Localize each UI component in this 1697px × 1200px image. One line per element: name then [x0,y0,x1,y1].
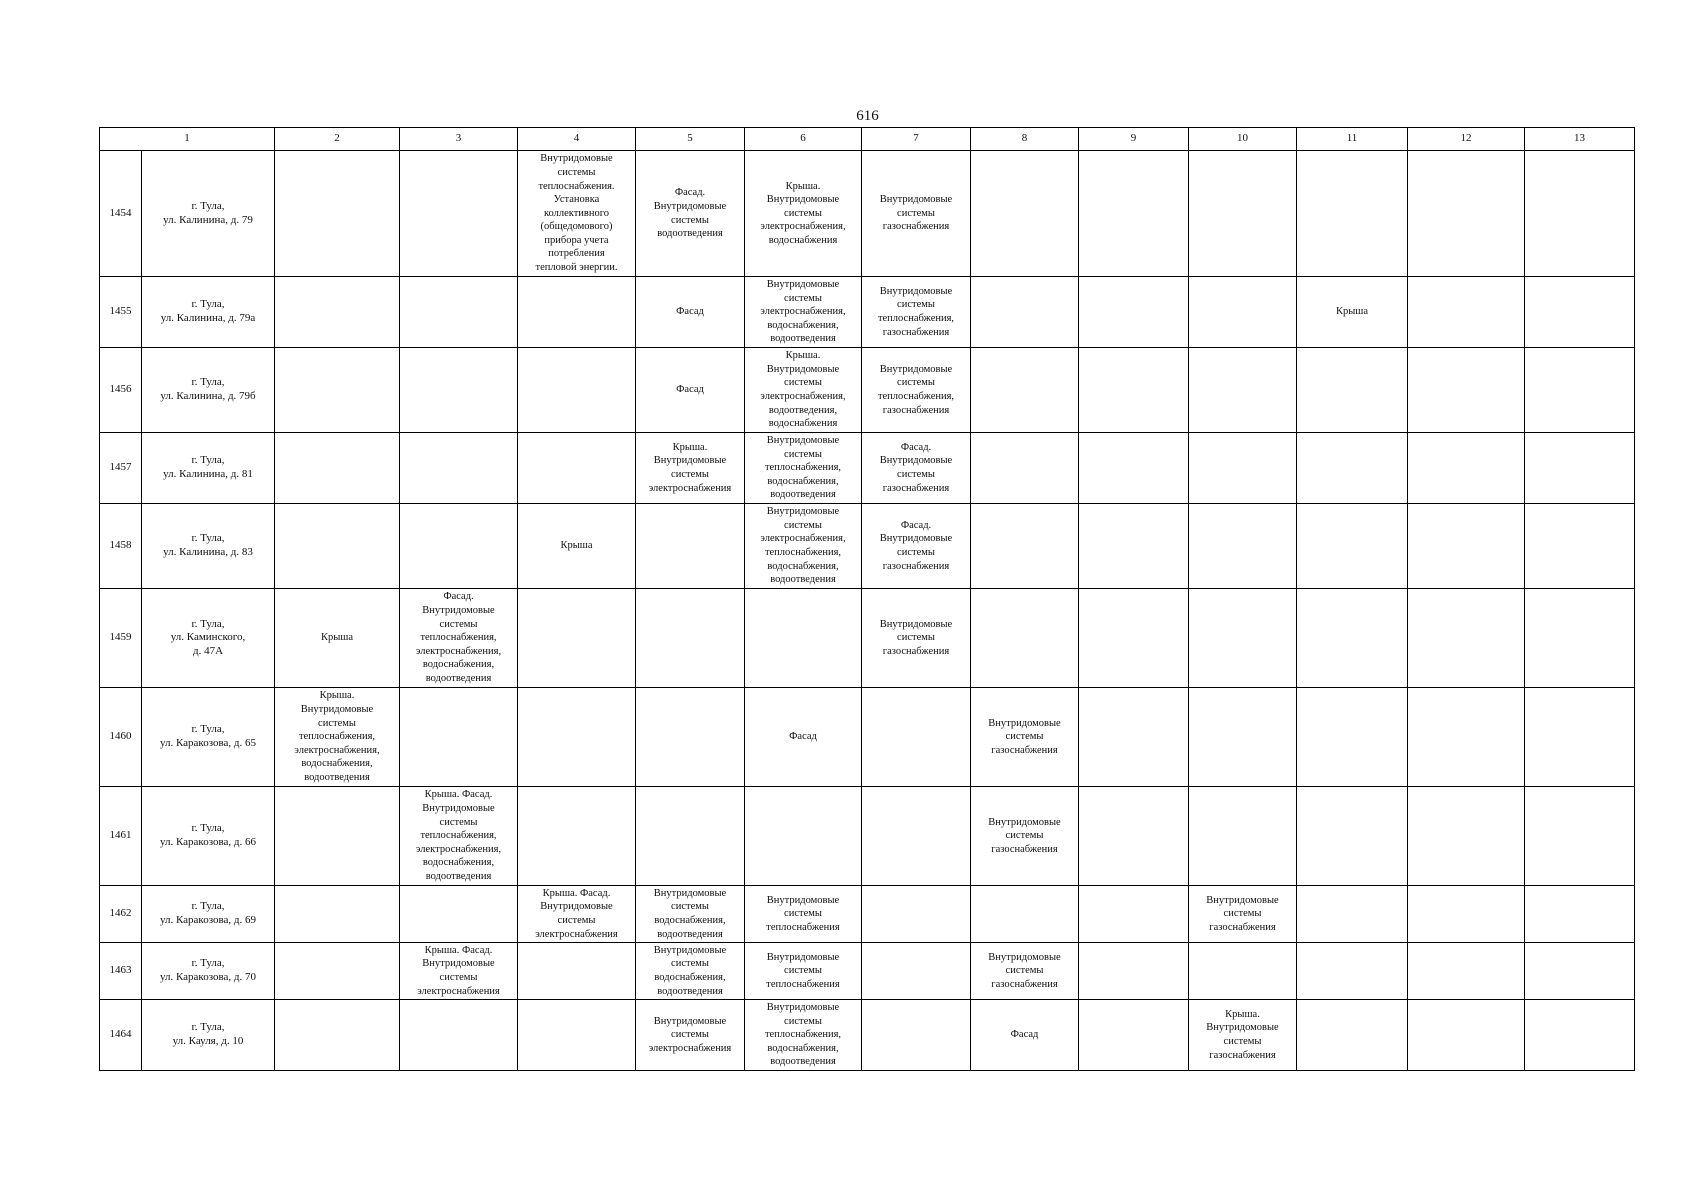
table-cell-col-5: Крыша. Внутридомовые системы электроснабжения [636,433,745,504]
table-cell-col-11 [1297,151,1408,277]
table-cell-col-10 [1189,433,1297,504]
table-cell-col-5: Фасад. Внутридомовые системы водоотведения [636,151,745,277]
table-cell-col-4: Крыша [518,504,636,589]
table-cell-col-5: Фасад [636,277,745,348]
table-cell-col-12 [1408,886,1525,943]
table-cell-col-7: Фасад. Внутридомовые системы газоснабжения [862,504,971,589]
table-cell-col-6: Крыша. Внутридомовые системы электроснабжения, водоснабжения [745,151,862,277]
table-cell-col-13 [1525,433,1635,504]
table-cell-col-3 [400,277,518,348]
table-row [100,787,1635,886]
table-cell-col-5: Внутридомовые системы водоснабжения, водоотведения [636,886,745,943]
table-cell-col-13 [1525,688,1635,787]
table-cell-col-4: Крыша. Фасад. Внутридомовые системы электроснабжения [518,886,636,943]
table-cell-col-4 [518,1000,636,1071]
column-header-2: 2 [275,128,400,151]
table-cell-col-5 [636,504,745,589]
table-cell-col-6: Внутридомовые системы электроснабжения, теплоснабжения, водоснабжения, водоотведения [745,504,862,589]
row-address: г. Тула, ул. Каракозова, д. 70 [142,943,275,1000]
table-cell-col-9 [1079,943,1189,1000]
table-row [100,151,1635,277]
table-cell-col-12 [1408,1000,1525,1071]
row-address: г. Тула, ул. Калинина, д. 79б [142,348,275,433]
table-cell-col-6 [745,589,862,688]
table-cell-col-6: Внутридомовые системы теплоснабжения, водоснабжения, водоотведения [745,433,862,504]
table-row [100,433,1635,504]
table-cell-col-5 [636,589,745,688]
table-cell-col-9 [1079,504,1189,589]
table-cell-col-8: Фасад [971,1000,1079,1071]
table-row [100,277,1635,348]
column-header-13: 13 [1525,128,1635,151]
column-header-5: 5 [636,128,745,151]
table-cell-col-5: Внутридомовые системы водоснабжения, водоотведения [636,943,745,1000]
table-cell-col-10: Крыша. Внутридомовые системы газоснабжения [1189,1000,1297,1071]
row-number: 1461 [100,787,142,886]
table-cell-col-11 [1297,348,1408,433]
table-cell-col-7: Фасад. Внутридомовые системы газоснабжения [862,433,971,504]
table-cell-col-10 [1189,688,1297,787]
table-cell-col-2 [275,1000,400,1071]
table-cell-col-5: Внутридомовые системы электроснабжения [636,1000,745,1071]
table-cell-col-11 [1297,1000,1408,1071]
table-cell-col-11 [1297,688,1408,787]
table-cell-col-12 [1408,151,1525,277]
table-cell-col-9 [1079,1000,1189,1071]
table-cell-col-6: Внутридомовые системы теплоснабжения, водоснабжения, водоотведения [745,1000,862,1071]
table-cell-col-7: Внутридомовые системы теплоснабжения, газоснабжения [862,348,971,433]
table-cell-col-6: Крыша. Внутридомовые системы электроснабжения, водоотведения, водоснабжения [745,348,862,433]
column-header-11: 11 [1297,128,1408,151]
row-address: г. Тула, ул. Калинина, д. 79а [142,277,275,348]
table-cell-col-8: Внутридомовые системы газоснабжения [971,787,1079,886]
table-cell-col-6: Внутридомовые системы теплоснабжения [745,886,862,943]
table-cell-col-8 [971,151,1079,277]
table-cell-col-12 [1408,504,1525,589]
table-cell-col-12 [1408,787,1525,886]
table-cell-col-4 [518,787,636,886]
table-cell-col-11 [1297,589,1408,688]
table-cell-col-10 [1189,943,1297,1000]
repair-schedule-table [99,127,1635,1071]
row-address: г. Тула, ул. Калинина, д. 83 [142,504,275,589]
column-header-10: 10 [1189,128,1297,151]
table-body [100,128,1635,1071]
table-cell-col-9 [1079,433,1189,504]
table-cell-col-6: Фасад [745,688,862,787]
table-cell-col-2 [275,943,400,1000]
table-cell-col-12 [1408,943,1525,1000]
table-cell-col-3: Крыша. Фасад. Внутридомовые системы теплоснабжения, электроснабжения, водоснабжения, водоотведения [400,787,518,886]
table-cell-col-4 [518,943,636,1000]
row-address: г. Тула, ул. Каракозова, д. 69 [142,886,275,943]
table-cell-col-7 [862,1000,971,1071]
table-cell-col-11 [1297,787,1408,886]
table-cell-col-9 [1079,348,1189,433]
column-header-7: 7 [862,128,971,151]
row-number: 1462 [100,886,142,943]
table-cell-col-2 [275,348,400,433]
row-address: г. Тула, ул. Каминского, д. 47А [142,589,275,688]
table-cell-col-2: Крыша. Внутридомовые системы теплоснабжения, электроснабжения, водоснабжения, водоотведения [275,688,400,787]
table-cell-col-8 [971,886,1079,943]
table-cell-col-3 [400,151,518,277]
table-cell-col-7: Внутридомовые системы теплоснабжения, газоснабжения [862,277,971,348]
row-number: 1459 [100,589,142,688]
column-header-4: 4 [518,128,636,151]
table-cell-col-8 [971,504,1079,589]
table-cell-col-2 [275,277,400,348]
table-cell-col-3 [400,433,518,504]
table-row [100,348,1635,433]
row-number: 1454 [100,151,142,277]
table-cell-col-7: Внутридомовые системы газоснабжения [862,589,971,688]
table-cell-col-7 [862,688,971,787]
row-address: г. Тула, ул. Кауля, д. 10 [142,1000,275,1071]
table-cell-col-7 [862,787,971,886]
table-cell-col-8: Внутридомовые системы газоснабжения [971,943,1079,1000]
table-cell-col-9 [1079,151,1189,277]
table-cell-col-9 [1079,787,1189,886]
table-cell-col-13 [1525,277,1635,348]
table-cell-col-4 [518,688,636,787]
table-cell-col-9 [1079,886,1189,943]
table-cell-col-3 [400,348,518,433]
table-cell-col-13 [1525,886,1635,943]
table-cell-col-11 [1297,886,1408,943]
table-cell-col-6 [745,787,862,886]
table-cell-col-5 [636,688,745,787]
header-row [100,128,1635,151]
table-cell-col-7 [862,886,971,943]
table-cell-col-13 [1525,504,1635,589]
table-cell-col-12 [1408,589,1525,688]
table-cell-col-7 [862,943,971,1000]
table-cell-col-2 [275,504,400,589]
table-cell-col-7: Внутридомовые системы газоснабжения [862,151,971,277]
table-cell-col-3 [400,504,518,589]
table-cell-col-10 [1189,787,1297,886]
table-cell-col-12 [1408,277,1525,348]
table-cell-col-3: Фасад. Внутридомовые системы теплоснабжения, электроснабжения, водоснабжения, водоотведения [400,589,518,688]
column-header-12: 12 [1408,128,1525,151]
row-number: 1457 [100,433,142,504]
table-cell-col-4: Внутридомовые системы теплоснабжения. Установка коллективного (общедомового) прибора учета потребления тепловой энергии. [518,151,636,277]
row-address: г. Тула, ул. Каракозова, д. 66 [142,787,275,886]
table-cell-col-11 [1297,943,1408,1000]
table-cell-col-3 [400,688,518,787]
table-cell-col-8 [971,348,1079,433]
row-number: 1458 [100,504,142,589]
table-cell-col-8 [971,589,1079,688]
table-row [100,886,1635,943]
table-cell-col-9 [1079,688,1189,787]
table-row [100,943,1635,1000]
table-cell-col-12 [1408,348,1525,433]
table-row [100,1000,1635,1071]
table-cell-col-11: Крыша [1297,277,1408,348]
table-cell-col-13 [1525,348,1635,433]
table-cell-col-6: Внутридомовые системы электроснабжения, водоснабжения, водоотведения [745,277,862,348]
row-address: г. Тула, ул. Калинина, д. 79 [142,151,275,277]
table-cell-col-2 [275,433,400,504]
table-cell-col-4 [518,348,636,433]
table-cell-col-2 [275,886,400,943]
row-number: 1464 [100,1000,142,1071]
table-row [100,688,1635,787]
table-row [100,504,1635,589]
column-header-6: 6 [745,128,862,151]
row-address: г. Тула, ул. Калинина, д. 81 [142,433,275,504]
table-cell-col-3: Крыша. Фасад. Внутридомовые системы электроснабжения [400,943,518,1000]
table-cell-col-6: Внутридомовые системы теплоснабжения [745,943,862,1000]
row-address: г. Тула, ул. Каракозова, д. 65 [142,688,275,787]
table-cell-col-4 [518,277,636,348]
table-cell-col-3 [400,1000,518,1071]
table-cell-col-10: Внутридомовые системы газоснабжения [1189,886,1297,943]
table-cell-col-10 [1189,589,1297,688]
table-cell-col-8: Внутридомовые системы газоснабжения [971,688,1079,787]
table-cell-col-13 [1525,787,1635,886]
page-number: 616 [856,108,879,124]
table-cell-col-13 [1525,589,1635,688]
row-number: 1460 [100,688,142,787]
table-cell-col-2 [275,151,400,277]
row-number: 1463 [100,943,142,1000]
table-cell-col-10 [1189,504,1297,589]
table-cell-col-13 [1525,151,1635,277]
table-cell-col-10 [1189,151,1297,277]
table-cell-col-3 [400,886,518,943]
column-header-8: 8 [971,128,1079,151]
table-cell-col-4 [518,433,636,504]
table-cell-col-9 [1079,277,1189,348]
column-header-3: 3 [400,128,518,151]
table-cell-col-5 [636,787,745,886]
table-cell-col-10 [1189,277,1297,348]
table-row [100,589,1635,688]
row-number: 1456 [100,348,142,433]
table-cell-col-2: Крыша [275,589,400,688]
table-cell-col-4 [518,589,636,688]
table-cell-col-2 [275,787,400,886]
table-cell-col-11 [1297,504,1408,589]
table-cell-col-12 [1408,433,1525,504]
column-header-1: 1 [100,128,275,151]
table-cell-col-5: Фасад [636,348,745,433]
column-header-9: 9 [1079,128,1189,151]
row-number: 1455 [100,277,142,348]
table-cell-col-13 [1525,1000,1635,1071]
table-cell-col-9 [1079,589,1189,688]
table-cell-col-13 [1525,943,1635,1000]
table-cell-col-11 [1297,433,1408,504]
table-cell-col-8 [971,433,1079,504]
table-cell-col-8 [971,277,1079,348]
table-cell-col-10 [1189,348,1297,433]
table-cell-col-12 [1408,688,1525,787]
